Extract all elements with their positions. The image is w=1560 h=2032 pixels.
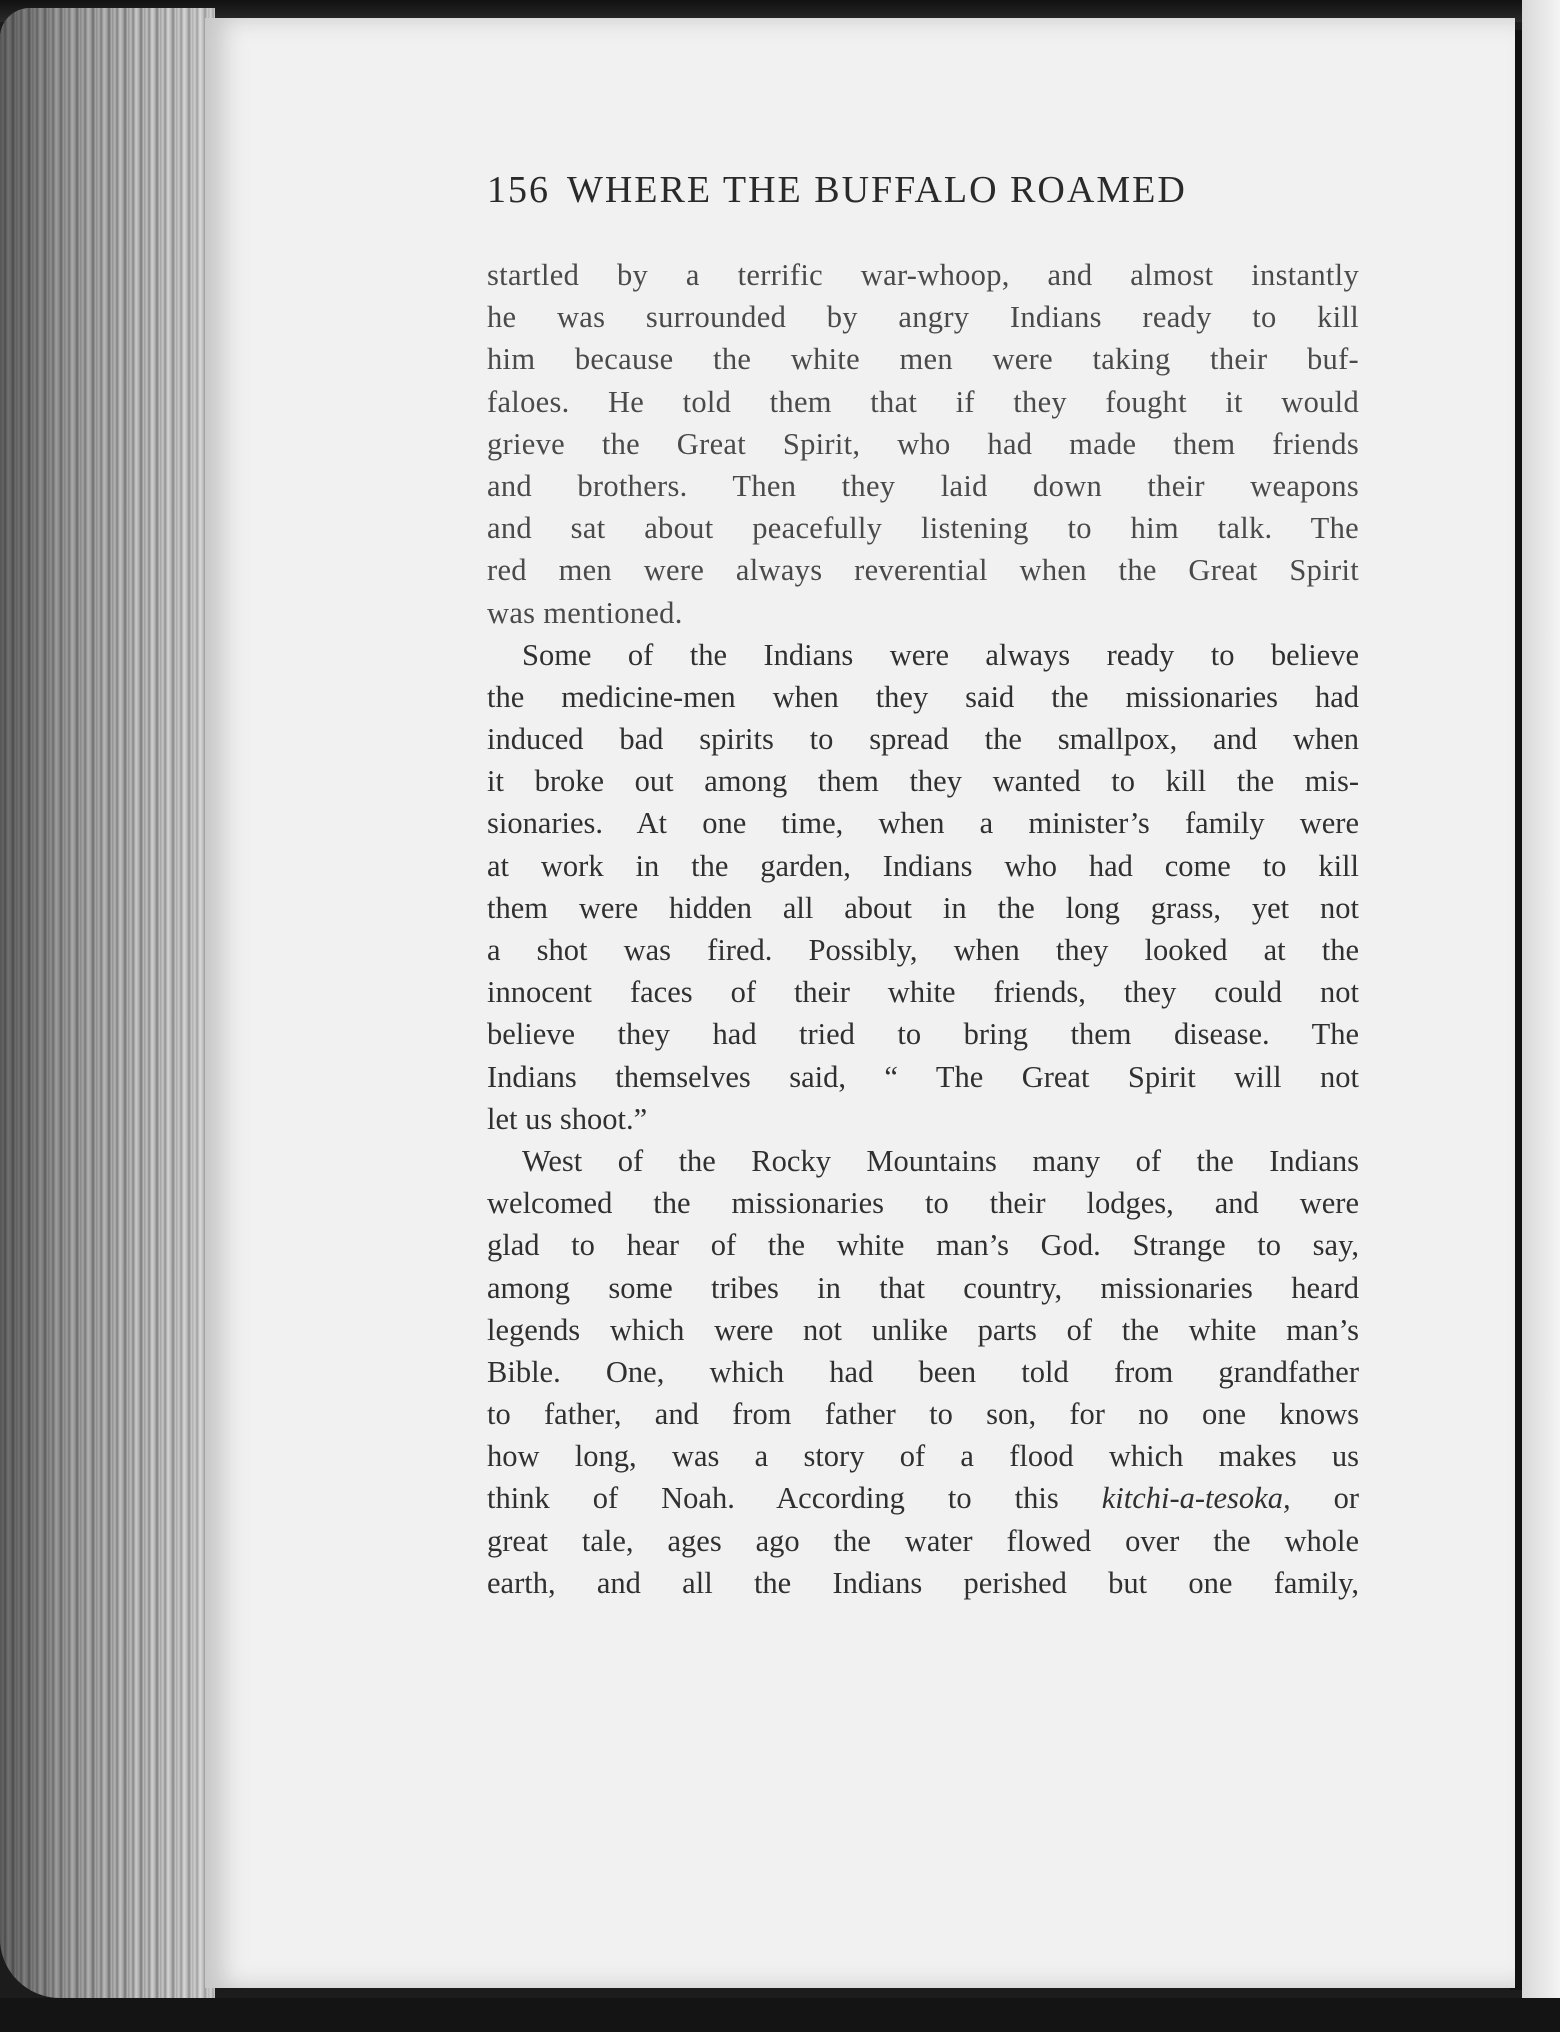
text-line: let us shoot.”	[487, 1101, 648, 1136]
text-line: great tale, ages ago the water flowed over the whole	[487, 1523, 1359, 1558]
text-line: earth, and all the Indians perished but one family,	[487, 1565, 1359, 1600]
text-line: red men were always reverential when the Great Spirit	[487, 553, 1359, 588]
text-line: how long, was a story of a flood which makes us	[487, 1439, 1359, 1474]
italic-term: kitchi-a-tesoka,	[1101, 1481, 1291, 1516]
text-line: he was surrounded by angry Indians ready to kill	[487, 300, 1359, 335]
text-line: the medicine-men when they said the missionaries had	[487, 679, 1359, 714]
text-line: legends which were not unlike parts of the white man’s	[487, 1312, 1359, 1347]
text-line: Indians themselves said, “ The Great Spirit will not	[487, 1059, 1359, 1094]
text-line: it broke out among them they wanted to kill the mis-	[487, 764, 1359, 799]
text-line: among some tribes in that country, missionaries heard	[487, 1270, 1359, 1305]
scan-bottom-edge	[0, 1998, 1560, 2032]
text-line: sionaries. At one time, when a minister’s family were	[487, 806, 1359, 841]
paragraph-first-line: West of the Rocky Mountains many of the Indians	[522, 1143, 1359, 1178]
running-head	[487, 168, 1257, 224]
text-line: to father, and from father to son, for no one knows	[487, 1397, 1359, 1432]
page-body	[487, 254, 1359, 1604]
text-line: innocent faces of their white friends, they could not	[487, 975, 1359, 1010]
text-segment: think of Noah. According to this	[487, 1481, 1059, 1516]
text-line: at work in the garden, Indians who had come to kill	[487, 848, 1359, 883]
page-stack-shading	[0, 8, 215, 1998]
page-number: 156	[487, 169, 550, 211]
text-line: welcomed the missionaries to their lodges, and were	[487, 1186, 1359, 1221]
text-line: a shot was fired. Possibly, when they looked at the	[487, 933, 1359, 967]
text-line-with-italic	[487, 1477, 1359, 1519]
paragraph-first-line: Some of the Indians were always ready to believe	[522, 637, 1359, 672]
text-line: glad to hear of the white man’s God. Strange to say,	[487, 1228, 1359, 1263]
text-line: him because the white men were taking their buf-	[487, 342, 1359, 377]
text-line: grieve the Great Spirit, who had made them friends	[487, 426, 1359, 461]
running-title: WHERE THE BUFFALO ROAMED	[567, 169, 1187, 211]
text-line: and brothers. Then they laid down their weapons	[487, 468, 1359, 503]
text-line: faloes. He told them that if they fought it would	[487, 384, 1359, 419]
text-line: them were hidden all about in the long grass, yet not	[487, 890, 1359, 925]
text-line: induced bad spirits to spread the smallpox, and when	[487, 722, 1359, 757]
text-line: startled by a terrific war-whoop, and almost instantly	[487, 258, 1359, 292]
text-line: Bible. One, which had been told from grandfather	[487, 1354, 1359, 1389]
text-segment: or	[1333, 1481, 1360, 1516]
next-page-sliver	[1522, 0, 1560, 1998]
text-line: was mentioned.	[487, 595, 683, 630]
text-line: and sat about peacefully listening to him talk. The	[487, 511, 1359, 546]
text-line: believe they had tried to bring them disease. The	[487, 1017, 1359, 1052]
